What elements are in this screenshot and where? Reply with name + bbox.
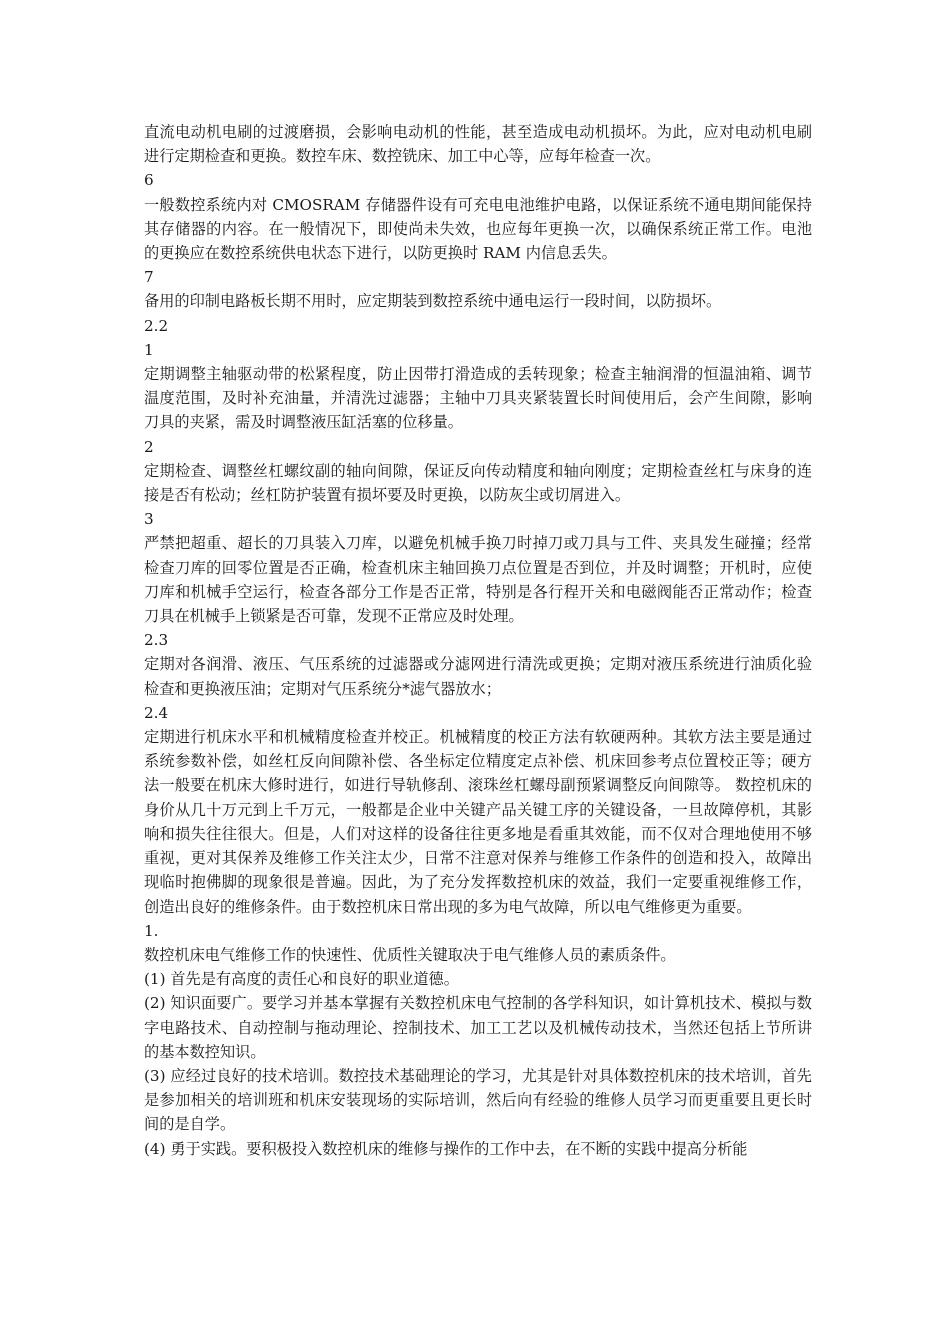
paragraph-lead-screw: 定期检查、调整丝杠螺纹副的轴向间隙，保证反向传动精度和轴向刚度；定期检查丝杠与床身的连接是否有松动；丝杠防护装置有损坏要及时更换，以防灰尘或切屑进入。 bbox=[144, 461, 812, 505]
list-item-1: (1) 首先是有高度的责任心和良好的职业道德。 bbox=[144, 970, 459, 989]
item-number-2: 2 bbox=[144, 437, 154, 456]
item-number-1: 1 bbox=[144, 340, 154, 359]
item-number-6: 6 bbox=[144, 171, 154, 190]
paragraph-precision-maintenance: 定期进行机床水平和机械精度检查并校正。机械精度的校正方法有软硬两种。其软方法主要是通过系统参数补偿，如丝杠反向间隙补偿、各坐标定位精度定点补偿、机床回参考点位置校正等；硬方法一般要在机床大修时进行，如进行导轨修刮、滚珠丝杠螺母副预紧调整反向间隙等。 数控机床的身价从几十万元到上千万元，一般都是企业中关键产品关键工序的关键设备，一旦故障停机，其影响和损失往往很大。但是，人们对这样的设备往往更多地是看重其效能，而不仅对合理地使用不够重视，更对其保养及维修工作关注太少，日常不注意对保养与维修工作条件的创造和投入，故障出现临时抱佛脚的现象很是普遍。因此，为了充分发挥数控机床的效益，我们一定要重视维修工作，创造出良好的维修条件。由于数控机床日常出现的多为电气故障，所以电气维修更为重要。 bbox=[144, 728, 812, 916]
list-item-3: (3) 应经过良好的技术培训。数控技术基础理论的学习，尤其是针对具体数控机床的技术培训，首先是参加相关的培训班和机床安装现场的实际培训，然后向有经验的维修人员学习而更重要且更长时间的是自学。 bbox=[144, 1066, 812, 1134]
paragraph-spindle: 定期调整主轴驱动带的松紧程度，防止因带打滑造成的丢转现象；检查主轴润滑的恒温油箱、调节温度范围，及时补充油量，并清洗过滤器；主轴中刀具夹紧装置长时间使用后，会产生间隙，影响刀具的夹紧，需及时调整液压缸活塞的位移量。 bbox=[144, 365, 812, 432]
section-heading-2-2: 2.2 bbox=[144, 316, 169, 335]
document-body bbox=[144, 120, 812, 1161]
item-number-3: 3 bbox=[144, 510, 154, 529]
list-item-4: (4) 勇于实践。要积极投入数控机床的维修与操作的工作中去，在不断的实践中提高分析能 bbox=[144, 1139, 748, 1158]
paragraph-tool-magazine: 严禁把超重、超长的刀具装入刀库，以避免机械手换刀时掉刀或刀具与工件、夹具发生碰撞；经常检查刀库的回零位置是否正确，检查机床主轴回换刀点位置是否到位，并及时调整；开机时，应使刀库和机械手空运行，检查各部分工作是否正常，特别是各行程开关和电磁阀能否正常动作；检查刀具在机械手上锁紧是否可靠，发现不正常应及时处理。 bbox=[144, 534, 812, 626]
paragraph-battery: 一般数控系统内对 CMOSRAM 存储器件设有可充电电池维护电路，以保证系统不通电期间能保持其存储器的内容。在一般情况下，即使尚未失效，也应每年更换一次，以确保系统正常工作。电池的更换应在数控系统供电状态下进行，以防更换时 RAM 内信息丢失。 bbox=[144, 195, 812, 263]
item-number-7: 7 bbox=[144, 268, 154, 287]
paragraph-personnel-quality: 数控机床电气维修工作的快速性、优质性关键取决于电气维修人员的素质条件。 bbox=[144, 945, 676, 964]
section-heading-1: 1. bbox=[144, 921, 159, 940]
section-heading-2-4: 2.4 bbox=[144, 703, 169, 722]
paragraph-brush-maintenance: 直流电动机电刷的过渡磨损，会影响电动机的性能，甚至造成电动机损坏。为此，应对电动机电刷进行定期检查和更换。数控车床、数控铣床、加工中心等，应每年检查一次。 bbox=[144, 123, 812, 166]
paragraph-filters: 定期对各润滑、液压、气压系统的过滤器或分滤网进行清洗或更换；定期对液压系统进行油质化验检查和更换液压油；定期对气压系统分*滤气器放水； bbox=[144, 655, 812, 698]
list-item-2: (2) 知识面要广。要学习并基本掌握有关数控机床电气控制的各学科知识，如计算机技术、模拟与数字电路技术、自动控制与拖动理论、控制技术、加工工艺以及机械传动技术，当然还包括上节所讲的基本数控知识。 bbox=[144, 994, 812, 1061]
section-heading-2-3: 2.3 bbox=[144, 631, 169, 650]
paragraph-spare-boards: 备用的印制电路板长期不用时，应定期装到数控系统中通电运行一段时间，以防损坏。 bbox=[144, 292, 722, 311]
